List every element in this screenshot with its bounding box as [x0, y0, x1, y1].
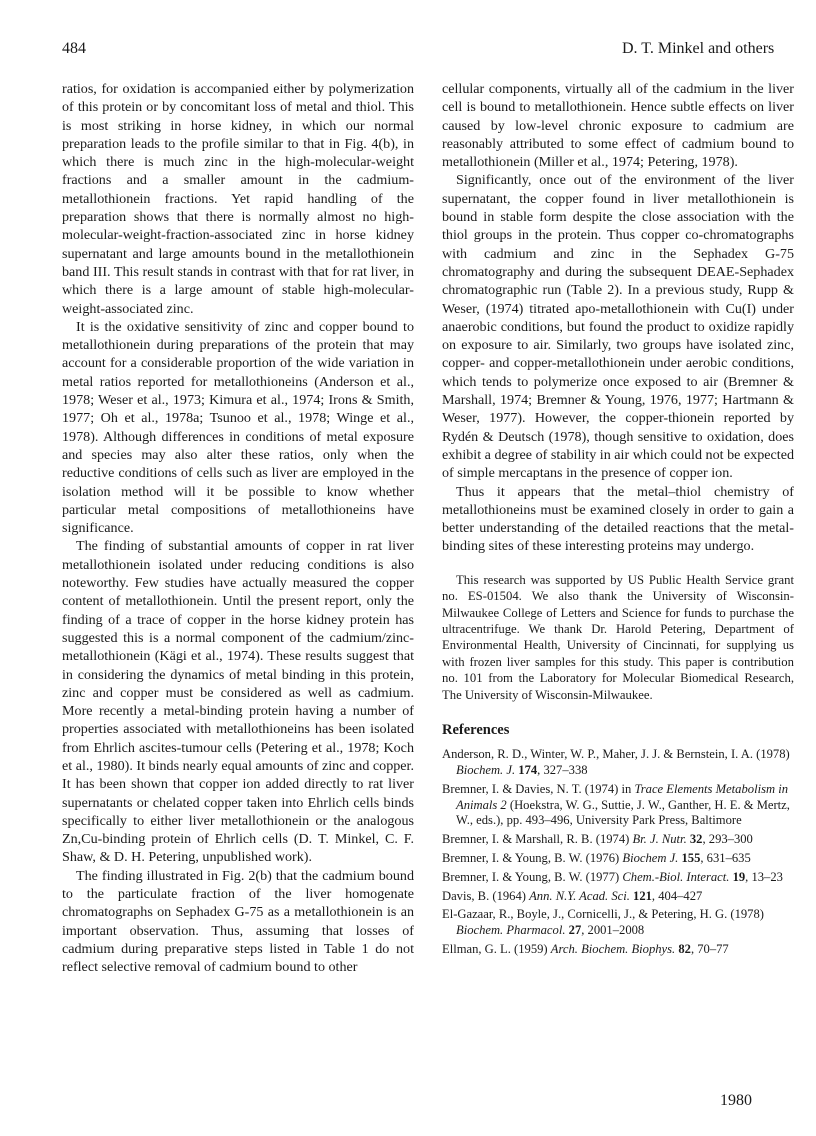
reference-item: Ellman, G. L. (1959) Arch. Biochem. Biophys. 82, 70–77 — [442, 942, 729, 957]
reference-item: Bremner, I. & Young, B. W. (1977) Chem.-Biol. Interact. 19, 13–23 — [442, 869, 783, 884]
reference-item: El-Gazaar, R., Boyle, J., Cornicelli, J., & Petering, H. G. (1978) Biochem. Pharmacol. 27, 2001–2008 — [442, 907, 764, 938]
reference-item: Anderson, R. D., Winter, W. P., Maher, J. J. & Bernstein, I. A. (1978) Biochem. J. 174, 327–338 — [442, 747, 790, 778]
paragraph: The finding of substantial amounts of copper in rat liver metallothionein isolated under reducing conditions is also noteworthy. Few studies have actually measured the copper content of metallothionein. Until the present report, only the finding of a trace of copper in the horse kidney protein has suggested this is a normal component of the cadmium/zinc-metallothionein (Kägi et al., 1974). These results suggest that in considering the dynamics of metal binding in this protein, zinc and copper must be considered as well as cadmium. More recently a metal-binding protein having a number of properties associated with metallothioneins has been isolated from Ehrlich ascites-tumour cells (Petering et al., 1978; Koch et al., 1980). It binds nearly equal amounts of zinc and copper. It has been shown that copper ion added directly to rat liver supernatants or chelated copper taken into Ehrlich cells binds specifically to either liver metallothionein or the analogous Zn,Cu-binding protein of Ehrlich cells (D. T. Minkel, C. F. Shaw, & D. H. Petering, unpublished work). — [62, 538, 414, 866]
page-number: 484 — [62, 40, 86, 57]
left-column — [62, 80, 414, 977]
paragraph: Significantly, once out of the environment of the liver supernatant, the copper found in liver metallothionein is bound in stable form despite the close association with the thiol groups in the protein. Thus copper co-chromatographs with cadmium and zinc in the Sephadex G-75 chromatography and during the subsequent DEAE-Sephadex chromatographic run (Table 2). In a previous study, Rupp & Weser, (1974) titrated apo-metallothionein with Cu(I) under anaerobic conditions, but found the product to oxidize rapidly on exposure to air. Similarly, two groups have isolated zinc, copper- and copper-metallothionein under aerobic conditions, which tends to polymerize once exposed to air (Bremner & Marshall, 1974; Bremner & Young, 1976, 1977; Hartmann & Weser, 1977). However, the copper-thionein reported by Rydén & Deutsch (1978), though sensitive to oxidation, does exhibit a degree of stability in air which could not be expected of simple mercaptans in the presence of copper ion. — [442, 172, 794, 482]
paragraph: ratios, for oxidation is accompanied either by polymerization of this protein or by concomitant loss of metal and thiol. This is most striking in horse kidney, in which our normal preparation leads to the profile similar to that in Fig. 4(b), in which there is much zinc in the high-molecular-weight fractions and a smaller amount in the cadmium-metallothionein fractions. Yet rapid handling of the preparation shows that there is normally almost no high-molecular-weight-fraction-associated zinc in horse kidney supernatant and large amounts bound in the metallothionein band III. This result stands in contrast with that for rat liver, in which there is a large amount of stable high-molecular-weight-associated zinc. — [62, 81, 414, 317]
reference-list — [442, 747, 794, 958]
paragraph: The finding illustrated in Fig. 2(b) that the cadmium bound to the particulate fraction of the liver homogenate chromatographs on Sephadex G-75 as a metallothionein is an important observation. Thus, assuming that losses of cadmium during preparative steps listed in Table 1 do not reflect selective removal of cadmium bound to other — [62, 867, 414, 976]
reference-item: Bremner, I. & Marshall, R. B. (1974) Br. J. Nutr. 32, 293–300 — [442, 832, 753, 847]
acknowledgement: This research was supported by US Public Health Service grant no. ES-01504. We also thank the University of Wisconsin-Milwaukee College of Letters and Science for funds to purchase the ultracentrifuge. We thank Dr. Harold Petering, Department of Environmental Health, University of Cincinnati, for supplying us with frozen liver samples for this study. This paper is contribution no. 101 from the Laboratory for Molecular Biomedical Research, The University of Wisconsin-Milwaukee. — [442, 572, 794, 702]
reference-item: Davis, B. (1964) Ann. N.Y. Acad. Sci. 121, 404–427 — [442, 888, 703, 903]
right-column — [442, 80, 794, 961]
paragraph: It is the oxidative sensitivity of zinc and copper bound to metallothionein during preparations of the protein that may account for a considerable proportion of the wide variation in metal ratios reported for metallothioneins (Anderson et al., 1978; Weser et al., 1973; Kimura et al., 1974; Irons & Smith, 1977; Oh et al., 1978a; Tsunoo et al., 1978; Winge et al., 1978). Although differences in conditions of metal exposure and species may also alter these ratios, only when the reductive conditions of cells such as liver are employed in the isolation method will it be possible to know whether particular metal compositions of metallothioneins have significance. — [62, 318, 414, 537]
running-head: D. T. Minkel and others — [622, 40, 775, 57]
paragraph: cellular components, virtually all of the cadmium in the liver cell is bound to metallothionein. Hence subtle effects on liver caused by low-level chronic exposure to cadmium are reasonably attributed to some effect of cadmium bound to metallothionein (Miller et al., 1974; Petering, 1978). — [442, 81, 794, 171]
references-heading: References — [442, 721, 510, 738]
reference-item: Bremner, I. & Young, B. W. (1976) Biochem J. 155, 631–635 — [442, 851, 751, 866]
reference-item: Bremner, I. & Davies, N. T. (1974) in Trace Elements Metabolism in Animals 2 (Hoekstra, W. G., Suttie, J. W., Ganther, H. E. & Mertz, W., eds.), pp. 493–496, University Park Press, Baltimore — [442, 781, 790, 828]
paragraph: Thus it appears that the metal–thiol chemistry of metallothioneins must be examined closely in order to gain a better understanding of the detailed reactions that the metal-binding sites of these interesting proteins may undergo. — [442, 483, 794, 555]
journal-year: 1980 — [720, 1092, 752, 1109]
